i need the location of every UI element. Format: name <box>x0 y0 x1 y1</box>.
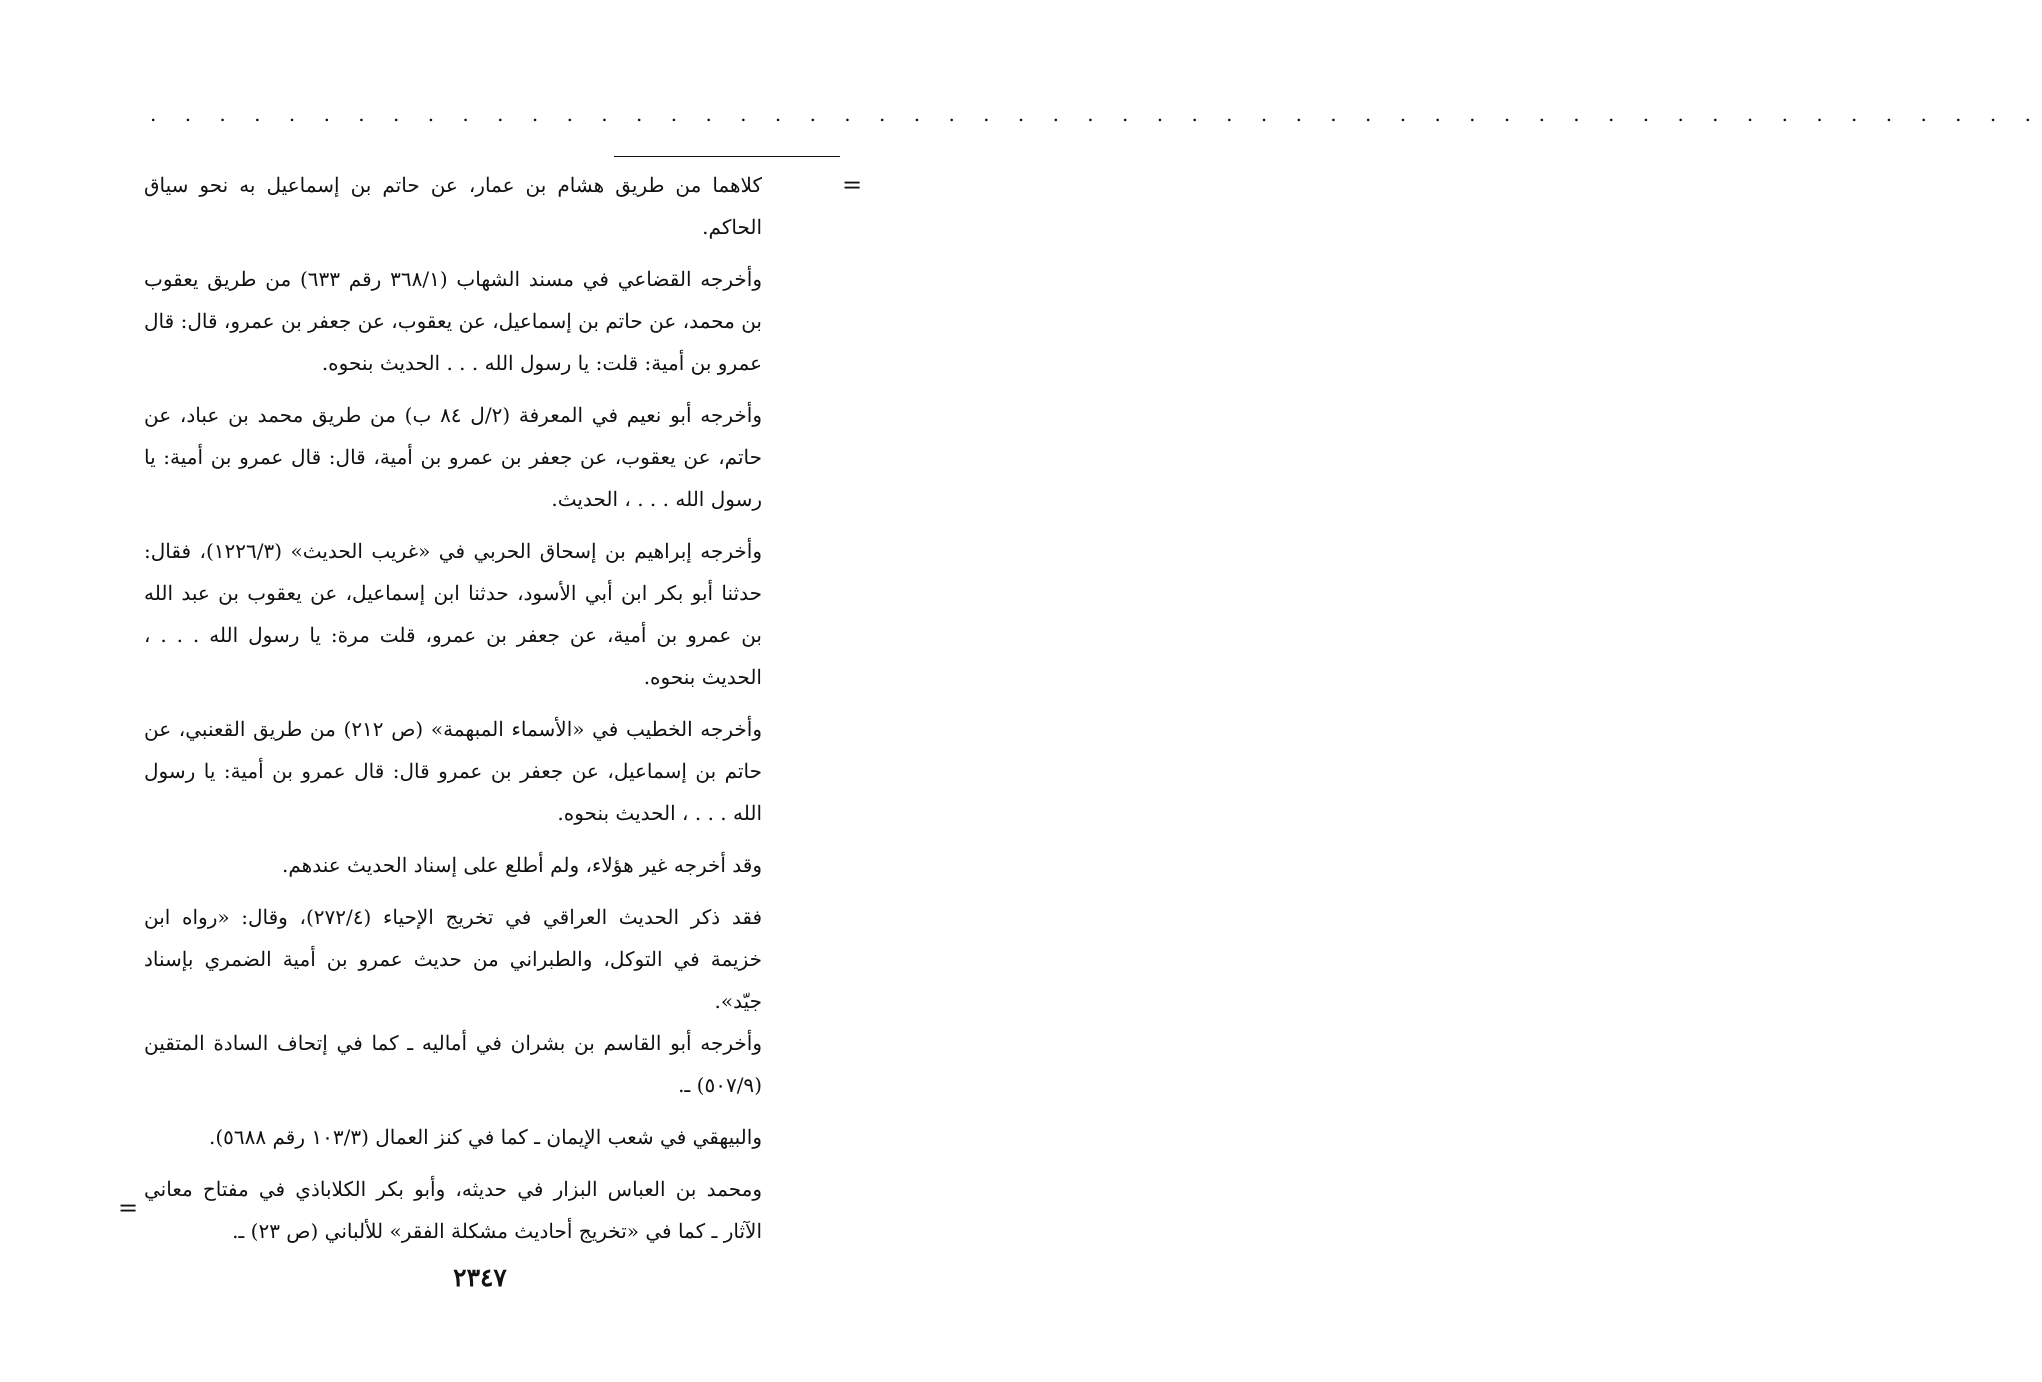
paragraph: والبيهقي في شعب الإيمان ـ كما في كنز العمال (١٠٣/٣ رقم ٥٦٨٨). <box>208 1125 762 1149</box>
separator-dots: . . . . . . . . . . . . . . . . . . . . . . . . . . . . . . . . . . . . . . . . . . . . . . . . . . . . . . . <box>150 102 2042 126</box>
paragraph: فقد ذكر الحديث العراقي في تخريج الإحياء (٢٧٢/٤)، وقال: «رواه ابن خزيمة في التوكل، والطبراني من حديث عمرو بن أمية الضمري بإسناد جيّد». <box>144 905 763 1013</box>
continuation-mark-top: = <box>842 171 863 199</box>
paragraph: ومحمد بن العباس البزار في حديثه، وأبو بكر الكلاباذي في مفتاح معاني الآثار ـ كما في «تخريج أحاديث مشكلة الفقر» للألباني (ص ٢٣) ـ. <box>144 1177 762 1243</box>
paragraph: وأخرجه الخطيب في «الأسماء المبهمة» (ص ٢١٢) من طريق القعنبي، عن حاتم بن إسماعيل، عن جعفر بن عمرو قال: قال عمرو بن أمية: يا رسول الله . . . ، الحديث بنحوه. <box>144 717 763 825</box>
paragraph: كلاهما من طريق هشام بن عمار، عن حاتم بن إسماعيل به نحو سياق الحاكم. <box>144 173 762 239</box>
paragraph: وقد أخرجه غير هؤلاء، ولم أطلع على إسناد الحديث عندهم. <box>282 853 762 877</box>
paragraph: وأخرجه القضاعي في مسند الشهاب (٣٦٨/١ رقم ٦٣٣) من طريق يعقوب بن محمد، عن حاتم بن إسماعيل، عن يعقوب، عن جعفر بن عمرو، قال: قال عمرو بن أمية: قلت: يا رسول الله . . . الحديث بنحوه. <box>144 267 762 375</box>
paragraph: وأخرجه أبو نعيم في المعرفة (٢/ل ٨٤ ب) من طريق محمد بن عباد، عن حاتم، عن يعقوب، عن جعفر بن عمرو بن أمية، قال: قال عمرو بن أمية: يا رسول الله . . . ، الحديث. <box>144 403 762 511</box>
footnote-rule <box>614 156 840 157</box>
continuation-mark-bottom: = <box>118 1194 139 1222</box>
page-number: ٢٣٤٧ <box>453 1263 507 1292</box>
paragraph: وأخرجه أبو القاسم بن بشران في أماليه ـ كما في إتحاف السادة المتقين (٥٠٧/٩) ـ. <box>144 1031 762 1097</box>
paragraph: وأخرجه إبراهيم بن إسحاق الحربي في «غريب الحديث» (١٢٢٦/٣)، فقال: حدثنا أبو بكر ابن أبي الأسود، حدثنا ابن إسماعيل، عن يعقوب بن عبد الله بن عمرو بن أمية، عن جعفر بن عمرو، قلت مرة: يا رسول الله . . . ، الحديث بنحوه. <box>144 539 763 689</box>
footnote-text <box>144 164 762 1262</box>
